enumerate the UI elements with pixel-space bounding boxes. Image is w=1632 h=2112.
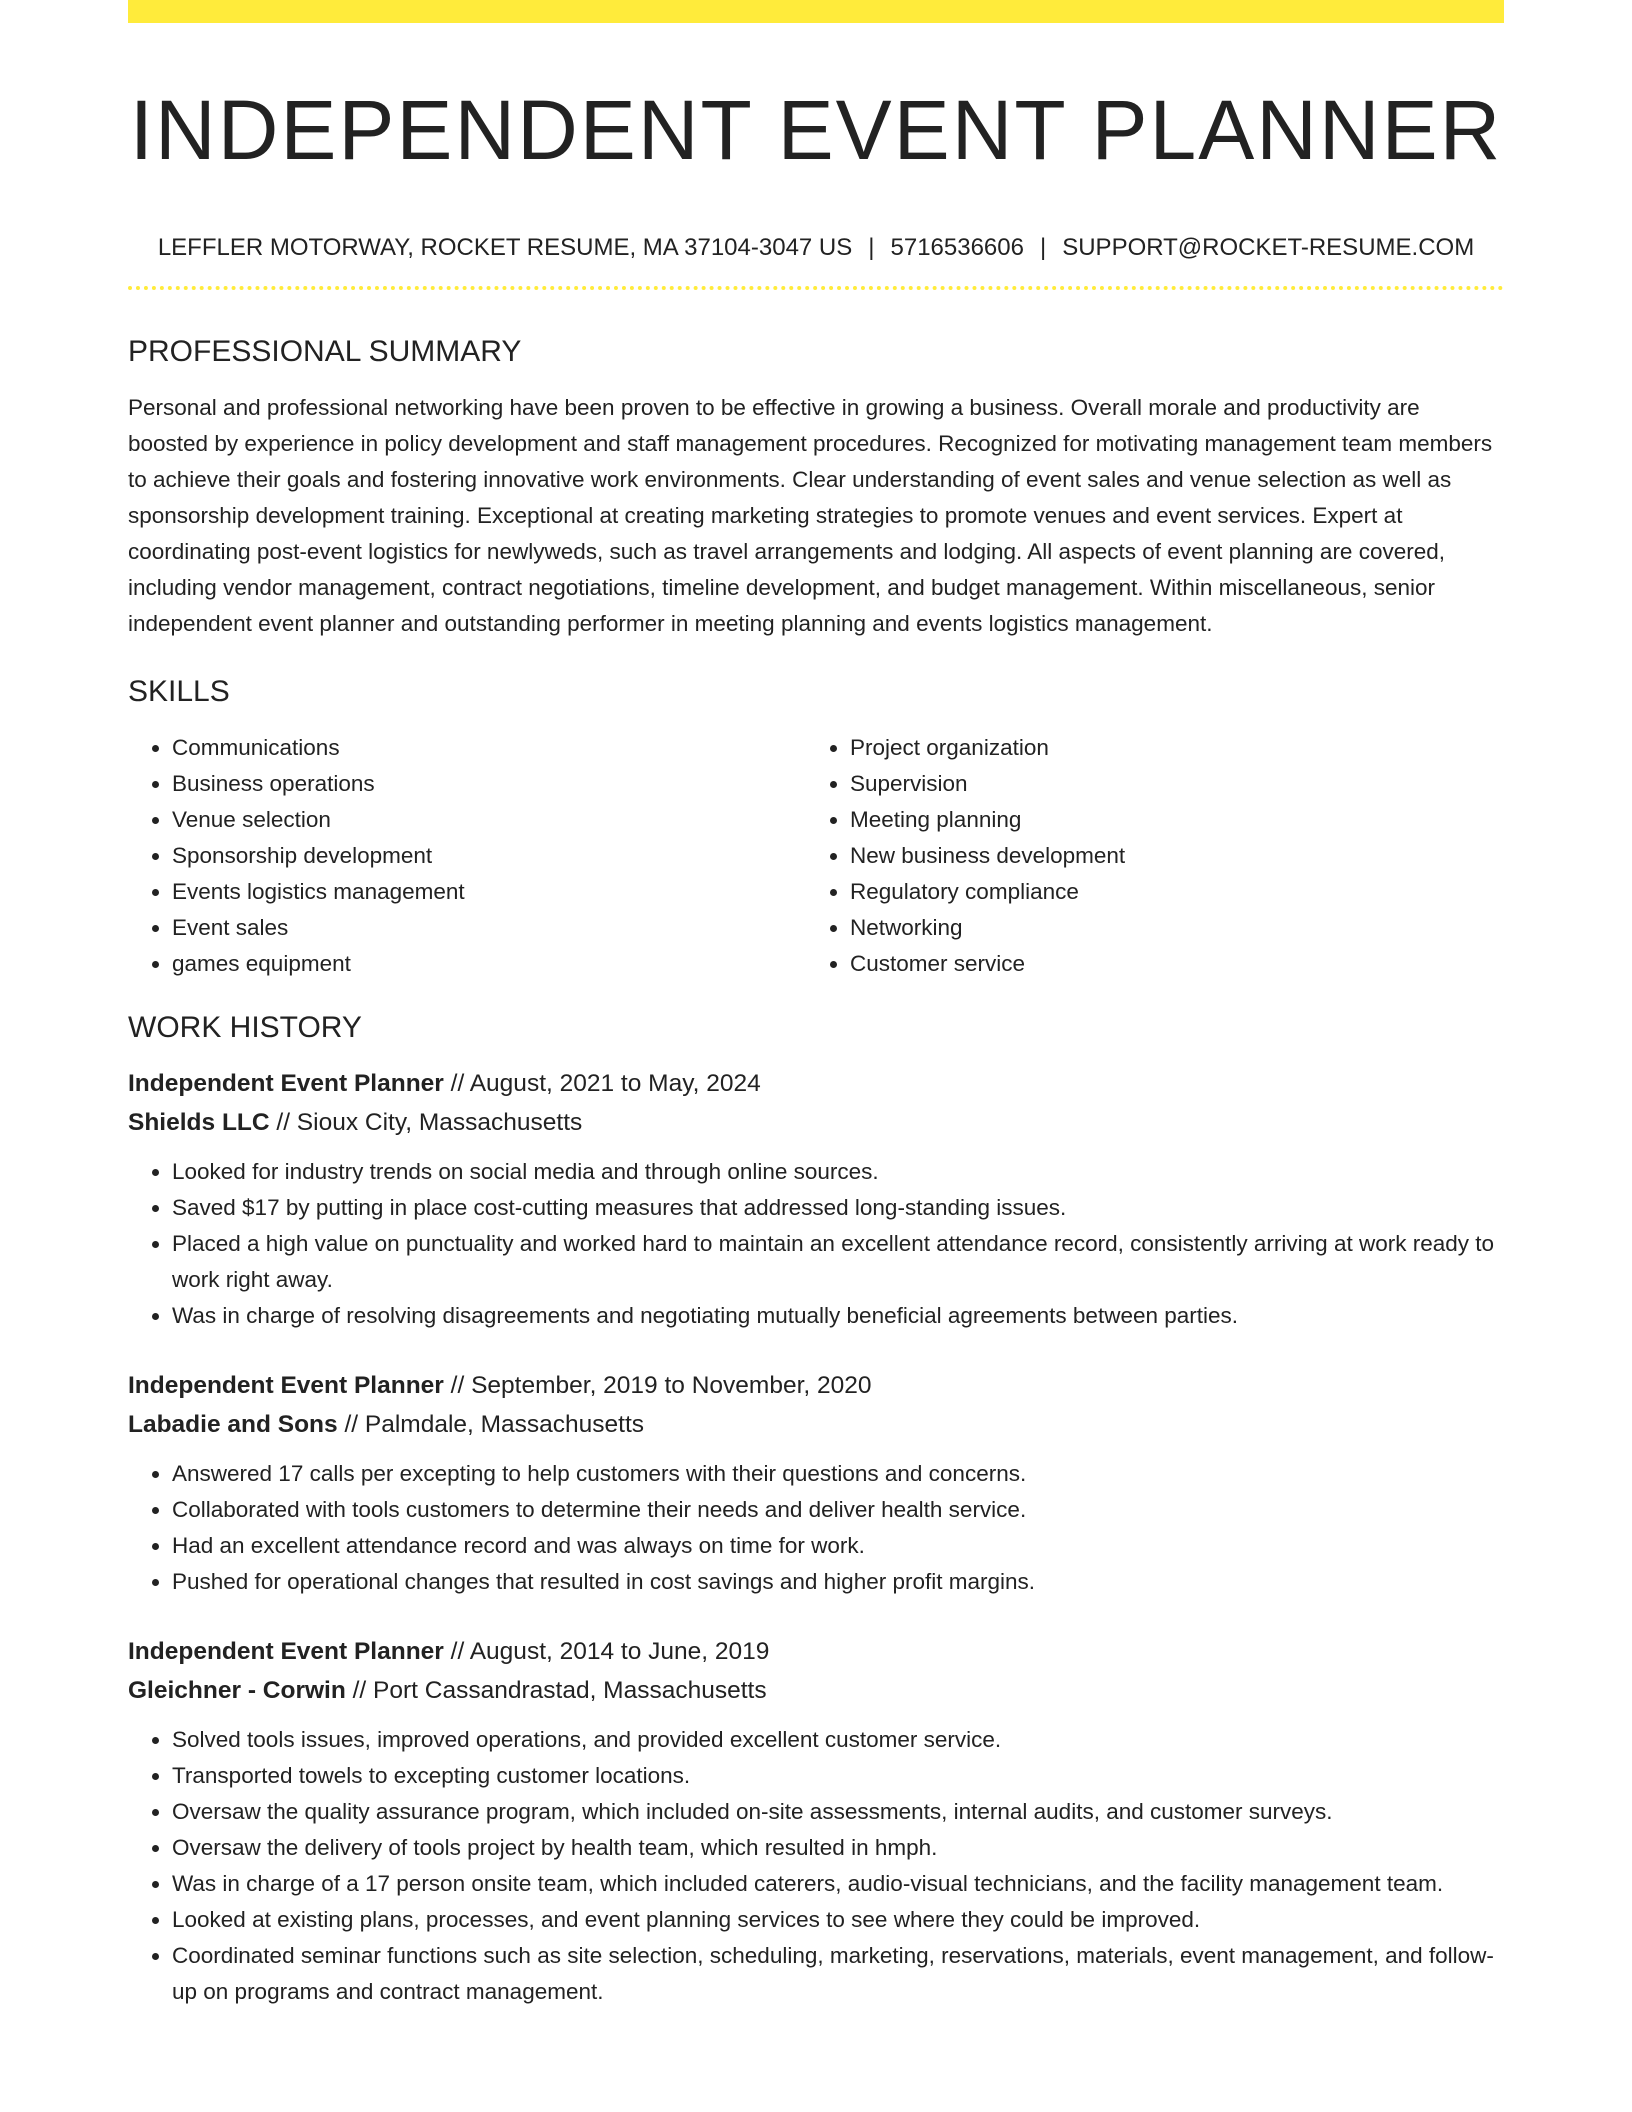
job-role: Independent Event Planner: [128, 1638, 444, 1665]
skills-heading: SKILLS: [128, 675, 230, 708]
job-company: Gleichner - Corwin: [128, 1677, 346, 1704]
summary-text: Personal and professional networking have been proven to be effective in growing a business. Overall morale and productivity are boosted by experience in policy development and staff management procedures. Recognized for motivating management team members to achieve their goals and fostering innovative work environments. Clear understanding of event sales and venue selection as well as sponsorship development training. Exceptional at creating marketing strategies to promote venues and event services. Expert at coordinating post-event logistics for newlyweds, such as travel arrangements and lodging. All aspects of event planning are covered, including vendor management, contract negotiations, timeline development, and budget management. Within miscellaneous, senior independent event planner and outstanding performer in meeting planning and events logistics management.: [128, 395, 1493, 636]
job-bullet: • Was in charge of resolving disagreements and negotiating mutually beneficial agreements between parties.: [172, 1298, 1504, 1334]
dotted-divider: [128, 286, 1504, 290]
job-bullet: • Saved $17 by putting in place cost-cutting measures that addressed long-standing issues.: [172, 1190, 1504, 1226]
job-bullets: [128, 1722, 1504, 2010]
job-bullet: • Looked for industry trends on social media and through online sources.: [172, 1154, 1504, 1190]
job-dates: // September, 2019 to November, 2020: [443, 1372, 872, 1399]
job-bullet: • Placed a high value on punctuality and worked hard to maintain an excellent attendance record, consistently arriving at work ready to work right away.: [172, 1226, 1504, 1298]
job-role: Independent Event Planner: [128, 1372, 444, 1399]
skill-item: • Events logistics management: [172, 874, 806, 910]
summary-heading: PROFESSIONAL SUMMARY: [128, 335, 522, 368]
contact-separator: |: [868, 234, 875, 261]
job-role-line: [128, 1366, 1504, 1405]
job-bullet: • Solved tools issues, improved operations, and provided excellent customer service.: [172, 1722, 1504, 1758]
job-location: // Sioux City, Massachusetts: [269, 1109, 583, 1136]
job-role: Independent Event Planner: [128, 1070, 444, 1097]
skills-column-left: [128, 730, 806, 982]
phone: 5716536606: [890, 234, 1024, 261]
job-bullet: • Transported towels to excepting customer locations.: [172, 1758, 1504, 1794]
job-bullet: • Pushed for operational changes that resulted in cost savings and higher profit margins.: [172, 1564, 1504, 1600]
job-bullets: [128, 1456, 1504, 1600]
job-location: // Palmdale, Massachusetts: [337, 1411, 645, 1438]
job-bullet: • Oversaw the delivery of tools project by health team, which resulted in hmph.: [172, 1830, 1504, 1866]
job-bullet: • Oversaw the quality assurance program, which included on-site assessments, internal audits, and customer surveys.: [172, 1794, 1504, 1830]
skill-item: • Networking: [850, 910, 1484, 946]
skills-column-right: [806, 730, 1484, 982]
skill-item: • Business operations: [172, 766, 806, 802]
candidate-title: INDEPENDENT EVENT PLANNER: [129, 83, 1503, 177]
job-entry: [128, 1064, 1504, 1334]
job-bullet: • Coordinated seminar functions such as site selection, scheduling, marketing, reservations, materials, event management, and follow-up on programs and contract management.: [172, 1938, 1504, 2010]
skill-item: • games equipment: [172, 946, 806, 982]
job-company-line: [128, 1405, 1504, 1444]
job-bullet: • Answered 17 calls per excepting to help customers with their questions and concerns.: [172, 1456, 1504, 1492]
contact-line: [128, 232, 1504, 264]
job-entry: [128, 1632, 1504, 2010]
skill-item: • Sponsorship development: [172, 838, 806, 874]
job-role-line: [128, 1064, 1504, 1103]
skill-item: • Regulatory compliance: [850, 874, 1484, 910]
job-bullet: • Looked at existing plans, processes, and event planning services to see where they could be improved.: [172, 1902, 1504, 1938]
skill-item: • Project organization: [850, 730, 1484, 766]
work-history-heading: WORK HISTORY: [128, 1011, 362, 1044]
job-location: // Port Cassandrastad, Massachusetts: [345, 1677, 767, 1704]
accent-bar: [128, 0, 1504, 23]
job-dates: // August, 2021 to May, 2024: [443, 1070, 761, 1097]
skill-item: • Venue selection: [172, 802, 806, 838]
skill-item: • Event sales: [172, 910, 806, 946]
skills-list: [128, 730, 1504, 982]
job-role-line: [128, 1632, 1504, 1671]
skill-item: • Communications: [172, 730, 806, 766]
address: LEFFLER MOTORWAY, ROCKET RESUME, MA 37104-3047 US: [157, 234, 853, 261]
skill-item: • New business development: [850, 838, 1484, 874]
job-company-line: [128, 1671, 1504, 1710]
email: SUPPORT@ROCKET-RESUME.COM: [1062, 234, 1475, 261]
job-company: Labadie and Sons: [128, 1411, 338, 1438]
job-bullets: [128, 1154, 1504, 1334]
contact-separator: |: [1039, 234, 1047, 261]
resume-content: [128, 80, 1504, 2010]
job-entry: [128, 1366, 1504, 1600]
skill-item: • Meeting planning: [850, 802, 1484, 838]
job-company: Shields LLC: [128, 1109, 270, 1136]
skill-item: • Supervision: [850, 766, 1484, 802]
job-company-line: [128, 1103, 1504, 1142]
job-dates: // August, 2014 to June, 2019: [443, 1638, 770, 1665]
job-bullet: • Was in charge of a 17 person onsite team, which included caterers, audio-visual technicians, and the facility management team.: [172, 1866, 1504, 1902]
job-bullet: • Collaborated with tools customers to determine their needs and deliver health service.: [172, 1492, 1504, 1528]
job-bullet: • Had an excellent attendance record and was always on time for work.: [172, 1528, 1504, 1564]
skill-item: • Customer service: [850, 946, 1484, 982]
